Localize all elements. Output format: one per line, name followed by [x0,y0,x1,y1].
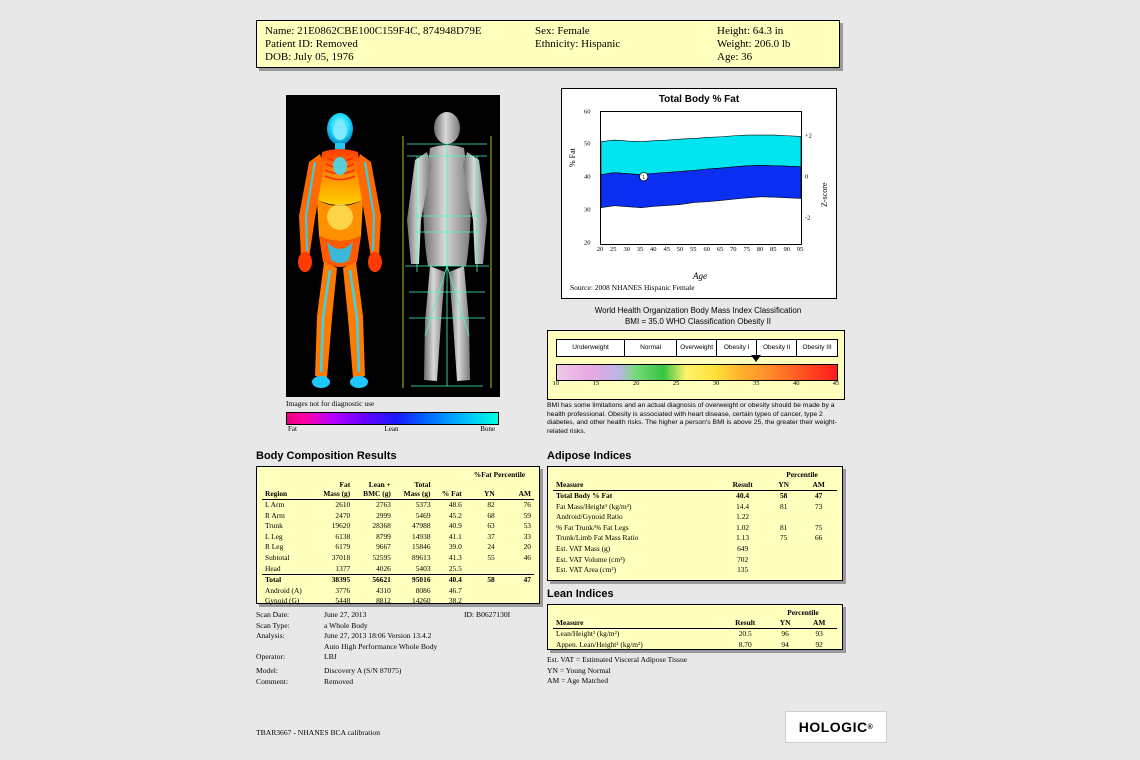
bc-cell-fat: 1377 [335,563,351,573]
bc-cell-am: 59 [523,510,531,520]
patient-sex-value: Female [557,25,590,37]
bc-cell-region: Total [262,575,314,586]
bc-cell-am: 53 [523,521,531,531]
bc-th-spacer3 [353,470,394,480]
bc-cell-pctfat: 40.4 [434,575,465,586]
bc-th-total-mass-l2: Mass (g) [403,489,431,498]
bc-cell-am: 20 [523,542,531,552]
who-bmi-heading-line2: BMI = 35.0 WHO Classification Obesity II [624,317,772,326]
ai-cell-result: 702 [737,554,749,564]
table-row [553,523,837,534]
chart-x-axis-label: Age [693,271,707,281]
bc-cell-lean: 2999 [376,510,391,520]
bc-th-lean-bmc-l2: BMC (g) [363,489,391,498]
chart-xtick-20: 20 [596,246,604,253]
chart-xtick-85: 85 [770,246,777,253]
ai-group-header-row [553,470,837,480]
chart-title: Total Body % Fat [658,94,740,105]
bc-cell-yn: 82 [487,500,495,509]
li-cell-yn: 94 [781,639,789,649]
patient-height-line [717,25,790,38]
chart-xtick-75: 75 [743,246,750,253]
scan-info-label: Analysis: [256,631,285,640]
bc-cell-region: R Arm [265,510,285,520]
chart-xtick-90: 90 [783,246,790,253]
bmi-disclaimer-note: BMI has some limitations and an actual diagnosis of overweight or obesity should be made by a health professional. Obesity is associated with heart disease, certain types of cancer, type 2 diabetes, and other health risks. The higher a person's BMI is above 25, the greater their weight-related risks. [547,402,837,435]
bc-th-percentile-group: %Fat Percentile [473,470,526,479]
bc-cell-fat: 2470 [335,510,351,520]
chart-y2tick-plus2: +2 [805,132,812,140]
bc-th-total-mass-l1: Total [414,480,431,489]
bc-cell-total: 5373 [415,500,431,509]
bc-cell-region: Android (A) [265,585,302,595]
patient-age-line [717,51,790,64]
patient-ethnicity-value: Hispanic [581,38,621,50]
who-bmi-heading-line1: World Health Organization Body Mass Index Classification [594,306,802,315]
bc-cell-pctfat: 41.1 [448,531,462,541]
bc-cell-lean: 52595 [372,552,391,562]
calibration-note: TBAR3667 - NHANES BCA calibration [256,728,381,737]
table-row [553,491,837,502]
patient-sex-line [535,25,620,38]
images-disclaimer: Images not for diagnostic use [286,399,375,408]
bc-cell-total: 5469 [415,510,431,520]
table-row [262,553,534,564]
bc-cell-fat: 2610 [335,500,351,509]
lean-indices-panel [547,604,843,650]
adipose-indices-panel [547,466,843,581]
bc-cell-pctfat: 41.3 [448,552,462,562]
bc-th-fat-mass-l2: Mass (g) [323,489,351,498]
bc-cell-am [498,596,534,607]
adipose-indices-table [553,470,837,576]
bc-cell-yn: 63 [487,521,495,531]
scan-info-value: LBJ [324,652,337,661]
patient-height-value: 64.3 in [752,25,784,37]
bc-cell-fat: 6179 [335,542,351,552]
table-row [553,544,837,555]
table-row [262,521,534,532]
patient-height-label: Height: [717,25,750,37]
li-cell-result: 20.5 [738,629,752,638]
ai-cell-yn: 81 [779,501,788,511]
tissue-colorbar [286,412,499,425]
bmi-category-obesity-3: Obesity III [802,344,832,351]
bc-cell-total: 14938 [412,531,431,541]
bc-cell-yn: 37 [487,531,495,541]
scan-images-block [286,95,500,397]
bmi-tick-20: 20 [632,380,640,387]
table-row [553,502,837,513]
table-row [553,640,837,651]
bmi-tick-45: 45 [832,380,840,387]
bc-th-yn: YN [465,480,498,500]
patient-id-label: Patient ID: [265,38,313,50]
bc-cell-region: L Leg [265,531,283,541]
chart-ytick-20: 20 [584,239,591,247]
li-cell-measure: Appen. Lean/Height² (kg/m²) [556,639,643,649]
bc-cell-lean: 4310 [376,585,391,595]
patient-weight-value: 206.0 lb [754,38,791,50]
li-cell-am: 92 [815,639,823,649]
chart-xtick-35: 35 [636,246,644,253]
patient-identity-column [265,25,482,64]
bmi-category-obesity-1: Obesity I [717,340,757,356]
bc-cell-am [498,586,534,597]
chart-y2tick-zero: 0 [805,173,809,181]
bc-cell-yn [465,564,498,575]
hologic-logo [785,711,887,743]
scan-info-id: ID: B0627130I [464,610,511,619]
bmi-scale-ticks [552,380,840,390]
bc-cell-am [498,564,534,575]
bc-cell-am: 33 [523,531,531,541]
bc-cell-pctfat: 40.9 [448,521,462,531]
footnote-am: AM = Age Matched [547,676,609,685]
lean-indices-table [553,608,837,650]
li-th-spacer2 [721,608,768,618]
chart-y2-axis-label: Z-score [820,182,829,207]
chart-source-note: Source: 2008 NHANES Hispanic Female [570,283,695,292]
bc-cell-yn: 68 [487,510,495,520]
bc-th-am: AM [498,480,534,500]
bc-th-fat-mass-l1: Fat [339,480,351,489]
bc-cell-yn: 24 [487,542,495,552]
table-row [262,596,534,607]
bc-cell-pctfat: 46.7 [448,585,462,595]
chart-xtick-40: 40 [650,246,657,253]
chart-xtick-65: 65 [716,246,724,253]
bc-th-fat-mass [314,480,354,500]
body-composition-table [262,470,534,607]
patient-name-value: 21E0862CBE100C159F4C, 874948D79E [297,25,482,37]
scan-info-label: Scan Type: [256,620,290,630]
bc-cell-pctfat: 45.2 [448,510,462,520]
table-row [262,564,534,575]
ai-cell-yn: 81 [779,522,788,532]
chart-plot-area [600,111,802,245]
bc-cell-total: 14260 [412,596,431,606]
dxa-grayscale-scan-image [395,96,499,396]
ai-cell-am: 47 [814,491,823,500]
patient-name-label: Name: [265,25,295,37]
bc-cell-yn [465,596,498,607]
ai-header-row [553,480,837,491]
scan-info-value: Auto High Performance Whole Body [324,641,438,651]
ai-cell-yn [767,544,800,555]
patient-weight-line [717,38,790,51]
bc-cell-region: L Arm [265,500,285,509]
li-th-am: AM [801,618,837,629]
chart-ytick-30: 30 [584,206,591,214]
bmi-tick-40: 40 [792,380,800,387]
bmi-category-obesity-2: Obesity II [757,340,797,356]
bc-cell-region: Trunk [265,521,283,531]
bc-th-lean-bmc [353,480,394,500]
table-row [262,532,534,543]
chart-xtick-60: 60 [703,246,710,253]
bc-cell-lean: 4026 [376,563,391,573]
patient-id-line [265,38,482,51]
ai-cell-am [800,512,837,523]
ai-cell-measure: Android/Gynoid Ratio [556,512,623,522]
bc-cell-region: Gynoid (G) [265,596,300,606]
bc-cell-lean: 2763 [376,500,391,509]
body-composition-title: Body Composition Results [256,450,397,462]
bc-cell-region: Subtotal [265,552,290,562]
bc-cell-total: 89613 [412,552,431,562]
ai-cell-am: 66 [814,533,823,543]
report-footnotes [547,655,687,687]
ai-th-result: Result [718,480,767,491]
bc-cell-am: 46 [523,552,531,562]
ai-cell-result: 1.13 [736,533,750,543]
ai-cell-measure: Est. VAT Area (cm²) [556,565,617,575]
li-th-result: Result [721,618,768,629]
bmi-classification-panel [547,330,845,400]
bc-cell-total: 5403 [415,563,431,573]
bc-cell-lean: 28368 [372,521,391,531]
chart-y2tick-minus2: -2 [805,214,811,222]
li-group-header-row [553,608,837,618]
dxa-color-scan-image [287,96,393,396]
scan-info-label: Comment: [256,676,289,686]
hologic-logo-text [786,712,886,742]
chart-y-axis-label: % Fat [568,148,577,167]
ai-cell-am: 75 [814,522,823,532]
footnote-yn: YN = Young Normal [547,665,611,675]
bc-cell-fat: 38395 [314,575,354,586]
bmi-tick-15: 15 [592,380,600,387]
bc-cell-pctfat: 25.5 [448,563,462,573]
li-cell-measure: Lean/Height² (kg/m²) [556,629,620,638]
bc-cell-pctfat: 39.0 [448,542,462,552]
bmi-category-bar [556,339,838,357]
ai-cell-yn: 75 [779,533,788,543]
patient-name-line [265,25,482,38]
body-composition-table-panel [256,466,540,604]
bc-th-total-mass [394,480,434,500]
ai-cell-result: 135 [737,565,749,575]
patient-measurements-column [717,25,790,64]
li-cell-yn: 96 [781,629,789,638]
table-row [262,511,534,522]
colorbar-label-bone: Bone [480,425,495,433]
ai-cell-measure: Est. VAT Volume (cm³) [556,554,625,564]
ai-cell-yn: 58 [779,491,788,500]
dxa-color-body-svg [287,96,393,396]
colorbar-label-lean: Lean [384,425,399,433]
bc-th-lean-bmc-l1: Lean + [368,480,391,489]
bc-th-pct-fat: % Fat [434,480,465,500]
table-row [553,565,837,576]
bc-cell-am: 47 [498,575,534,586]
li-th-percentile-group: Percentile [787,608,819,617]
table-row [262,586,534,597]
bmi-category-normal: Normal [625,340,677,356]
scan-info-value: a Whole Body [324,620,368,630]
patient-header [256,20,840,68]
ai-cell-measure: % Fat Trunk/% Fat Legs [556,522,629,532]
bc-cell-yn: 58 [465,575,498,586]
bmi-gradient-bar [556,364,838,381]
bc-cell-region: Head [265,563,281,573]
bc-cell-region: R Leg [265,542,284,552]
ai-th-percentile-group: Percentile [786,470,818,479]
ai-th-spacer2 [718,470,767,480]
li-header-row [553,618,837,629]
svg-text:1: 1 [642,175,646,181]
bc-cell-total: 95016 [394,575,434,586]
bc-cell-yn [465,586,498,597]
chart-bands-svg [601,112,801,244]
ai-cell-result: 1.02 [736,522,750,532]
patient-dob-value: July 05, 1976 [294,51,354,63]
scan-info-value: Removed [324,676,354,686]
scan-info-label: Model: [256,666,278,675]
bc-cell-lean: 8799 [376,531,391,541]
patient-sex-label: Sex: [535,25,555,37]
ai-cell-am [800,555,837,566]
scan-info-value: June 27, 2013 [324,610,367,619]
bc-th-region: Region [262,480,314,500]
ai-cell-yn [767,512,800,523]
ai-cell-measure: Est. VAT Mass (g) [556,543,611,553]
bc-cell-fat: 3776 [335,585,351,595]
bc-cell-total: 47988 [412,521,431,531]
adipose-indices-title: Adipose Indices [547,450,632,462]
lean-indices-title: Lean Indices [547,588,614,600]
bc-header-row [262,480,534,500]
ai-cell-result: 1.22 [736,512,750,522]
bc-cell-lean: 56621 [353,575,394,586]
patient-dob-label: DOB: [265,51,292,63]
ai-cell-am: 73 [814,501,823,511]
chart-xtick-45: 45 [663,246,670,253]
scan-info-value: Discovery A (S/N 87075) [324,666,402,675]
bc-cell-total: 8086 [415,585,431,595]
ai-cell-yn [767,555,800,566]
table-row [262,575,534,586]
bc-cell-pctfat: 38.2 [448,596,462,606]
li-th-yn: YN [769,618,801,629]
ai-th-measure: Measure [553,480,718,491]
chart-ytick-50: 50 [584,140,591,148]
chart-xtick-70: 70 [730,246,737,253]
patient-demographics-column [535,25,620,51]
ai-cell-yn [767,565,800,576]
bmi-tick-30: 30 [712,380,720,387]
li-cell-am: 93 [815,629,823,638]
bc-cell-lean: 8812 [376,596,391,606]
bmi-tick-10: 10 [552,380,560,387]
scan-info-value: June 27, 2013 18:06 Version 13.4.2 [324,631,432,640]
bmi-category-underweight: Underweight [557,340,625,356]
patient-id-value: Removed [315,38,358,50]
table-row [262,500,534,511]
ai-cell-am [800,544,837,555]
bc-cell-fat: 6138 [335,531,351,541]
bmi-value-marker [751,355,761,362]
bc-cell-fat: 19620 [331,521,351,531]
ai-cell-measure: Total Body % Fat [556,491,613,500]
patient-weight-label: Weight: [717,38,752,50]
ai-cell-result: 40.4 [736,491,750,500]
chart-xtick-95: 95 [796,246,804,253]
colorbar-label-fat: Fat [288,425,297,433]
bmi-category-overweight: Overweight [677,340,717,356]
patient-dob-line [265,51,482,64]
bc-cell-yn: 55 [487,552,495,562]
hologic-logo-registered: ® [867,723,874,731]
bc-group-header-row [262,470,534,480]
patient-ethnicity-label: Ethnicity: [535,38,579,50]
table-row [553,629,837,640]
chart-xtick-55: 55 [690,246,697,253]
who-bmi-heading [561,305,835,327]
ai-th-spacer [553,470,718,480]
dxa-grayscale-body-svg [395,96,499,396]
chart-ytick-60: 60 [584,108,591,116]
chart-xtick-80: 80 [756,246,764,253]
li-th-spacer [553,608,721,618]
scan-info-label: Scan Date: [256,610,290,619]
table-row [262,542,534,553]
table-row [553,555,837,566]
bc-cell-fat: 5448 [335,596,351,606]
footnote-vat: Est. VAT = Estimated Visceral Adipose Tissue [547,655,688,664]
li-th-measure: Measure [553,618,721,629]
table-row [553,512,837,523]
ai-cell-measure: Fat Mass/Height² (kg/m²) [556,501,632,511]
ai-cell-measure: Trunk/Limb Fat Mass Ratio [556,533,639,543]
chart-xtick-30: 30 [623,246,630,253]
chart-ytick-40: 40 [584,173,591,181]
li-cell-result: 8.70 [738,639,752,649]
total-body-fat-chart [561,88,837,299]
bmi-tick-35: 35 [752,380,760,387]
ai-cell-am [800,565,837,576]
bc-th-spacer5 [434,470,465,480]
chart-xtick-50: 50 [676,246,684,253]
ai-th-am: AM [800,480,837,491]
patient-age-value: 36 [741,51,753,63]
hologic-logo-wordmark: HOLOGIC [798,719,868,735]
ai-th-yn: YN [767,480,800,491]
patient-ethnicity-line [535,38,620,51]
table-row [553,533,837,544]
bc-cell-lean: 9667 [376,542,391,552]
bc-cell-total: 15846 [412,542,431,552]
bc-th-spacer [262,470,314,480]
bc-cell-fat: 37018 [331,552,351,562]
bmi-tick-25: 25 [672,380,680,387]
scan-info-label: Operator: [256,652,286,661]
ai-cell-result: 649 [737,543,749,553]
bc-th-spacer2 [314,470,354,480]
patient-age-label: Age: [717,51,739,63]
bc-cell-am: 76 [523,500,531,509]
ai-cell-result: 14.4 [736,501,750,511]
chart-xtick-25: 25 [610,246,617,253]
bc-cell-pctfat: 48.6 [448,500,462,509]
bc-th-spacer4 [394,470,434,480]
